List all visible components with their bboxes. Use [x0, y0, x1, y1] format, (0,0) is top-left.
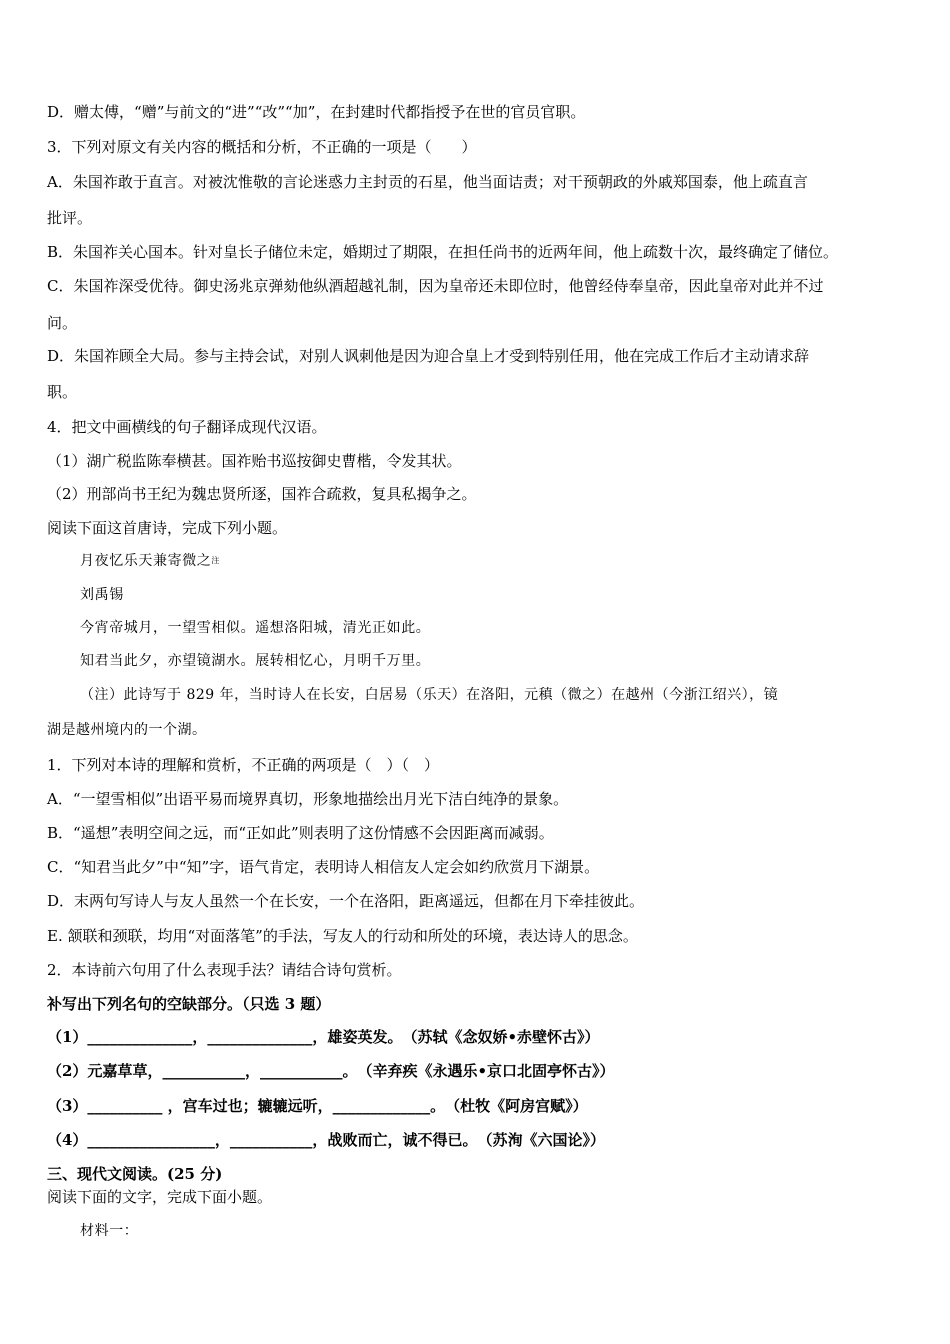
option-c-line: C．朱国祚深受优待。御史汤兆京弹劾他纵酒超越礼制，因为皇帝还未即位时，他曾经侍奉皇帝，因此皇帝对此并不过: [47, 277, 824, 295]
option-d2-line-cont: 职。: [47, 383, 78, 401]
option-a-line-cont: 批评。: [47, 209, 93, 227]
translate-item-1: （1）湖广税监陈奉横甚。国祚贻书巡按御史曹楷，令发其状。: [47, 452, 462, 470]
fill-blank-heading: 补写出下列名句的空缺部分。（只选 3 题）: [47, 995, 331, 1013]
option-c-line-cont: 问。: [47, 314, 78, 332]
poem-question-1: 1．下列对本诗的理解和赏析，不正确的两项是（ ）（ ）: [47, 756, 440, 774]
option-d-line: D．赠太傅，“赠”与前文的“进”“改”“加”，在封建时代都指授予在世的官员官职。: [47, 103, 586, 121]
poem-title-text: 月夜忆乐天兼寄微之: [80, 553, 212, 569]
poem-title-note-mark: 注: [211, 556, 221, 565]
question-3: 3．下列对原文有关内容的概括和分析，不正确的一项是（ ）: [47, 138, 477, 156]
fill-blank-2: （2）元嘉草草，___________，___________。 （辛弃疾《永遇乐•京口北固亭怀古》）: [47, 1062, 615, 1080]
poem-instruction: 阅读下面这首唐诗，完成下列小题。: [47, 519, 288, 537]
option-d2-line: D．朱国祚顾全大局。参与主持会试，对别人讽刺他是因为迎合皇上才受到特别任用，他在完成工作后才主动请求辞: [47, 347, 810, 365]
fill-blank-1: （1）______________，______________，雄姿英发。 （苏轼《念奴娇•赤壁怀古》）: [47, 1028, 600, 1046]
section-3-heading: 三、现代文阅读。(25 分): [47, 1165, 223, 1183]
poem-option-d: D．末两句写诗人与友人虽然一个在长安，一个在洛阳，距离遥远，但都在月下牵挂彼此。: [47, 892, 645, 910]
poem-note: （注）此诗写于 829 年，当时诗人在长安，白居易（乐天）在洛阳，元稹（微之）在越州（今浙江绍兴），镜: [80, 687, 779, 703]
option-a-line: A．朱国祚敢于直言。对被沈惟敬的言论迷惑力主封贡的石星，他当面诘责；对干预朝政的外戚郑国泰，他上疏直言: [47, 173, 808, 191]
poem-option-b: B．“遥想”表明空间之远，而“正如此”则表明了这份情感不会因距离而减弱。: [47, 824, 554, 842]
option-b-line: B．朱国祚关心国本。针对皇长子储位未定，婚期过了期限，在担任尚书的近两年间，他上疏数十次，最终确定了储位。: [47, 243, 839, 261]
poem-couplet-2: 知君当此夕，亦望镜湖水。展转相忆心，月明千万里。: [80, 653, 431, 669]
translate-item-2: （2）刑部尚书王纪为魏忠贤所逐，国祚合疏救，复具私揭争之。: [47, 485, 477, 503]
material-1-label: 材料一：: [80, 1223, 139, 1239]
poem-option-a: A．“一望雪相似”出语平易而境界真切，形象地描绘出月光下洁白纯净的景象。: [47, 790, 569, 808]
section-3-instruction: 阅读下面的文字，完成下面小题。: [47, 1188, 273, 1206]
poem-author: 刘禹锡: [80, 587, 124, 603]
fill-blank-4: （4）_________________，___________，战败而亡，诚不得已。 （苏洵《六国论》）: [47, 1131, 605, 1149]
poem-title: [80, 551, 920, 571]
poem-option-c: C．“知君当此夕”中“知”字，语气肯定，表明诗人相信友人定会如约欣赏月下湖景。: [47, 858, 600, 876]
question-4: 4．把文中画横线的句子翻译成现代汉语。: [47, 418, 327, 436]
poem-question-2: 2．本诗前六句用了什么表现手法？请结合诗句赏析。: [47, 961, 402, 979]
poem-couplet-1: 今宵帝城月，一望雪相似。遥想洛阳城，清光正如此。: [80, 620, 431, 636]
poem-option-e: E. 颔联和颈联，均用“对面落笔”的手法，写友人的行动和所处的环境，表达诗人的思念。: [47, 927, 638, 945]
fill-blank-3: （3）__________ ，宫车过也；辘辘远听，_____________。 （杜牧《阿房宫赋》）: [47, 1097, 588, 1115]
poem-note-cont: 湖是越州境内的一个湖。: [47, 722, 207, 738]
